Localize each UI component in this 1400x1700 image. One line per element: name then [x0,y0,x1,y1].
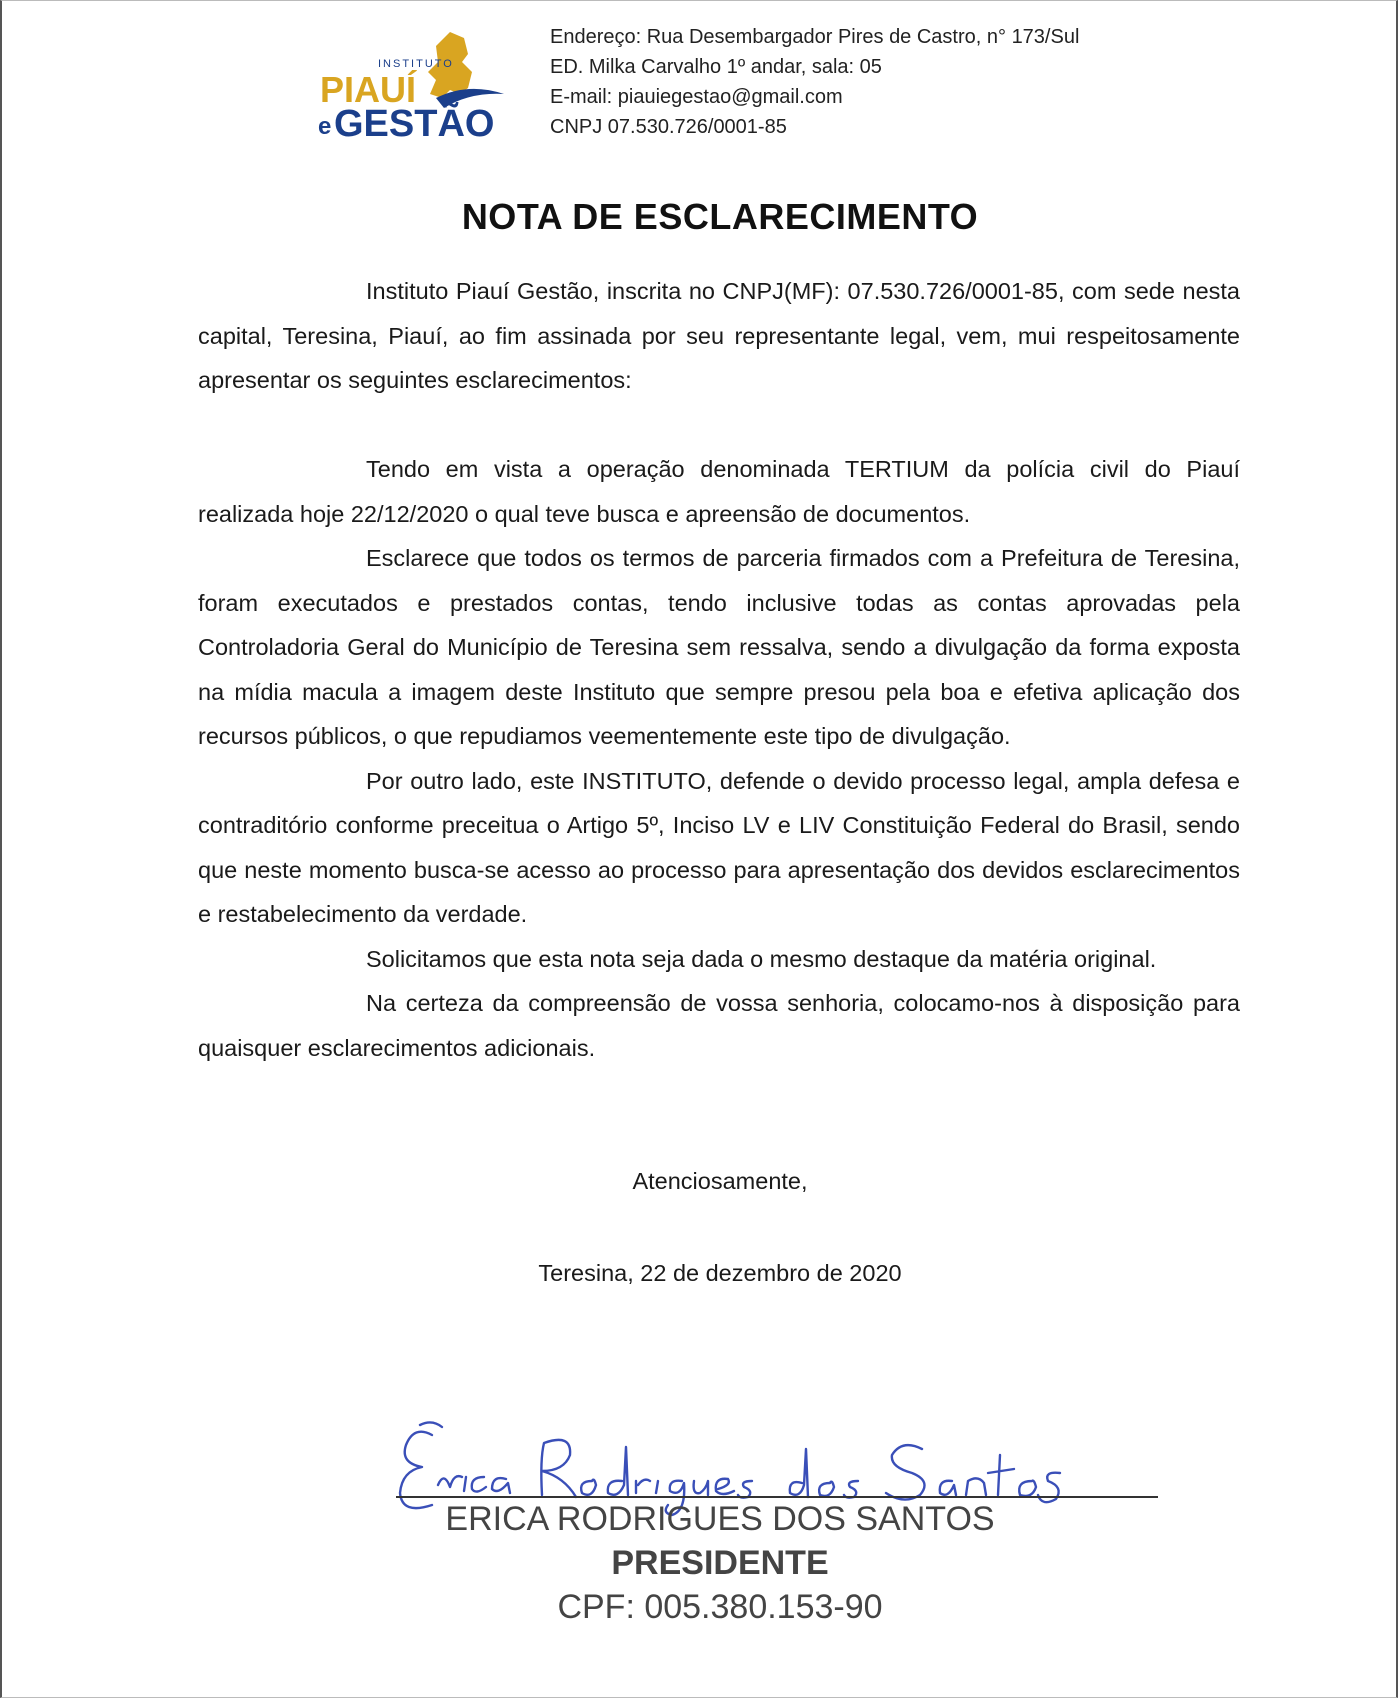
closing-regards: Atenciosamente, [632,1168,808,1194]
paragraph: Solicitamos que esta nota seja dada o mesmo destaque da matéria original. [366,945,1157,972]
paragraph: Na certeza da compreensão de vossa senhoria, colocamo-nos à disposição para quaisquer esclarecimentos adicionais. [198,990,1240,1061]
logo-top-text: INSTITUTO [378,58,454,70]
signer-cpf: CPF: 005.380.153-90 [557,1588,883,1626]
institute-logo [318,32,513,140]
paragraph: Tendo em vista a operação denominada TERTIUM da polícia civil do Piauí realizada hoje 22/12/2020 o qual teve busca e apreensão de documentos. [198,456,1240,527]
signer-role: PRESIDENTE [611,1544,829,1582]
signature-line [396,1496,1158,1498]
logo-lower-e: e [318,113,332,140]
document-body [198,269,1240,1070]
address-line-2: ED. Milka Carvalho 1º andar, sala: 05 [550,56,882,78]
address-line-1: Endereço: Rua Desembargador Pires de Castro, n° 173/Sul [550,26,1080,48]
paragraph: Esclarece que todos os termos de parceria firmados com a Prefeitura de Teresina, foram executados e prestados contas, tendo inclusive todas as contas aprovadas pela Controladoria Geral do Município de Teresina sem ressalva, sendo a divulgação da forma exposta na mídia macula a imagem deste Instituto que sempre presou pela boa e efetiva aplicação dos recursos públicos, o que repudiamos veementemente este tipo de divulgação. [198,545,1240,749]
signer-name: ERICA RODRIGUES DOS SANTOS [445,1500,995,1538]
cnpj-line: CNPJ 07.530.726/0001-85 [550,116,787,138]
header-contact-info [550,22,1079,142]
paragraph: Por outro lado, este INSTITUTO, defende o devido processo legal, ampla defesa e contraditório conforme preceitua o Artigo 5º, Inciso LV e LIV Constituição Federal do Brasil, sendo que neste momento busca-se acesso ao processo para apresentação dos devidos esclarecimentos e restabelecimento da verdade. [198,767,1240,927]
email-line: E-mail: piauiegestao@gmail.com [550,86,843,108]
logo-main-text: PIAUÍ [320,69,417,110]
closing-place-date: Teresina, 22 de dezembro de 2020 [538,1260,902,1286]
logo-lower-text: GESTÃO [334,103,495,140]
paragraph: Instituto Piauí Gestão, inscrita no CNPJ(MF): 07.530.726/0001-85, com sede nesta capital, Teresina, Piauí, ao fim assinada por seu representante legal, vem, mui respeitosamente apresentar os seguintes esclarecimentos: [198,278,1240,393]
document-title: NOTA DE ESCLARECIMENTO [461,196,979,237]
logo-graphic [318,32,513,140]
